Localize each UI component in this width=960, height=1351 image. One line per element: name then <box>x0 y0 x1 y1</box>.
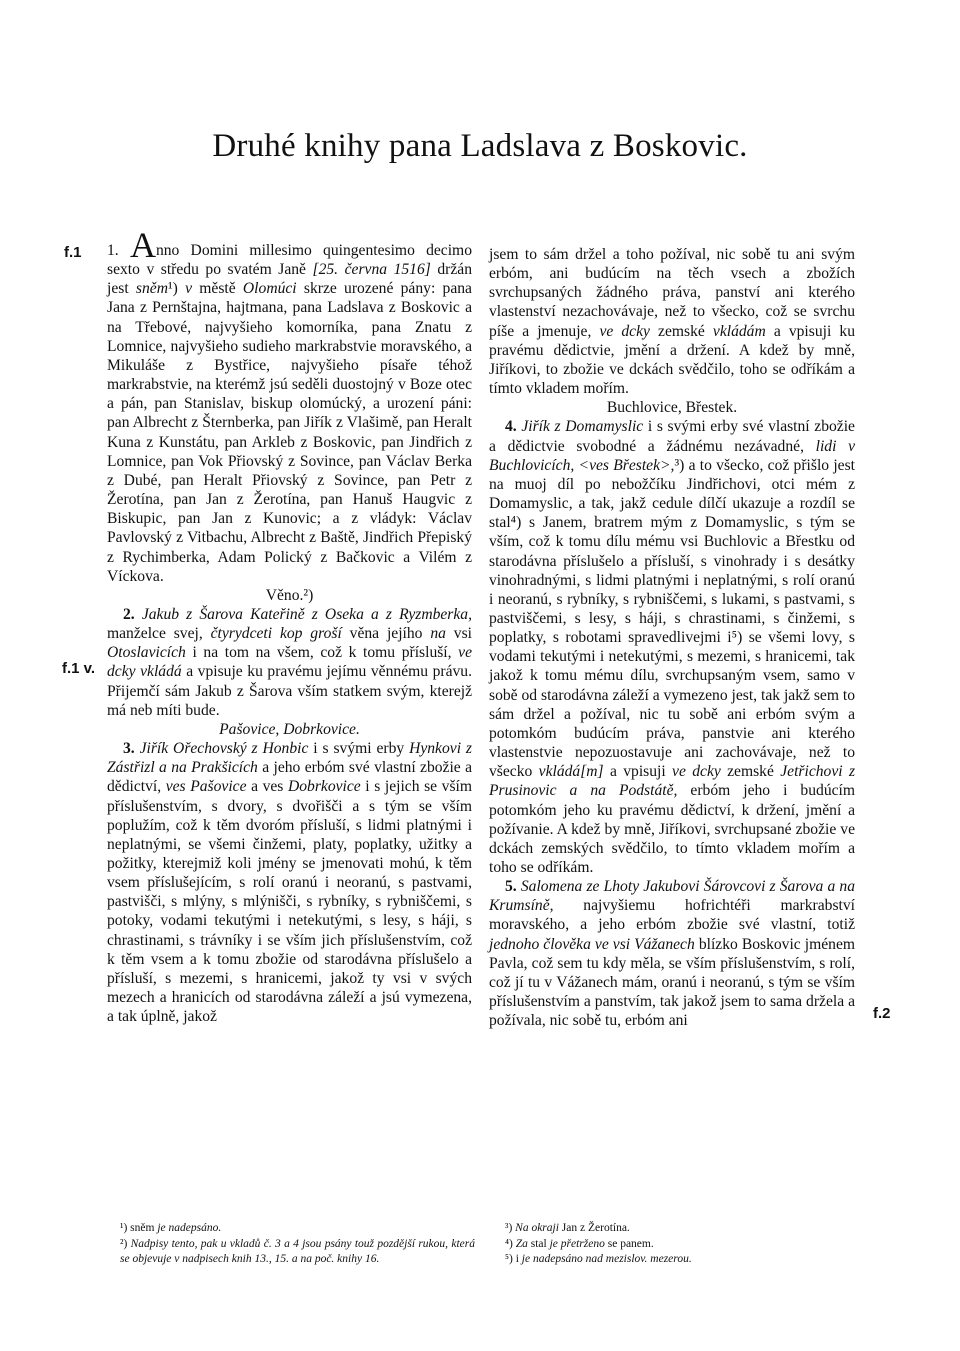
folio-marker-f1: f.1 <box>64 244 82 261</box>
heading-pasovice-text: Pašovice, Dobrkovice. <box>219 720 360 738</box>
footnote-1: ¹) sněm je nadepsáno. <box>120 1222 222 1234</box>
entry-1 <box>107 225 473 586</box>
left-text-column <box>107 225 473 1026</box>
right-text-column <box>489 245 855 1030</box>
folio-marker-f1v: f.1 v. <box>62 660 96 677</box>
entry-2: 2. Jakub z Šarova Kateřině z Oseka a z Ryzmberka, manželce svej, čtyrydceti kop groší věna jejího na vsi Otoslavicích i na tom na všem, což k tomu přísluší, ve dcky vkládá a vpisuje ku pravému jejímu věnnému právu. Přijemčí sám Jakub z Šarova vším statkem svým, kterejž má neb míti bude. <box>107 605 472 719</box>
footnotes-right <box>505 1221 855 1268</box>
page-title: Druhé knihy pana Ladslava z Boskovic. <box>212 128 748 164</box>
entry-1-text: nno Domini millesimo quingentesimo decimo sexto v středu po svatém Janě [25. června 1516] držán jest sněm¹) v městě Olomúci skrze urozené pány: pana Jana z Pernštajna, hajtmana, pana Ladslava z Boskovic a na Třebové, najvyšieho komorníka, pana Znatu z Lomnice, najvyšieho sudieho markrabstvie moravského, a Mikuláše z Bystřice, najvyšieho písaře téhož markrabstvie, na kterémž jsú seděli duostojný v Boze otec a pán, pan Stanislav, biskup olomúcký, a urození páni: pan Albrecht z Šternberka, pan Jiřík z Vlašimě, pan Heralt Kuna z Kunstátu, pan Arkleb z Boskovic, pan Jindřich z Lomnice, pan Vok Přiovský z Sovince, pan Václav Berka z Dubé, pan Heralt Přiovský z Sovince, pan Petr z Žerotína, pan Jan z Žerotína, pan Hanuš Haugvic z Biskupic, pan Jan z Kunovic; a z vládyk: Václav Pavlovský z Vitbachu, Albrecht z Baště, Jindřich Přepiský z Rychimberka, Adam Polický z Bačkovic a Vilém z Víckova. <box>107 242 473 585</box>
heading-pasovice <box>107 720 472 739</box>
entry-3: 3. Jiřík Ořechovský z Honbic i s svými erby Hynkovi z Zástřizl a na Prakšicích a jeho erbóm své vlastní zbožie a dědictví, ves Pašovice a ves Dobrkovice i s jejich se vším příslušenstvím, s dvory, s dvořišči a s tým se vším poplužím, což k těm dvoróm přísluší, s lidmi platnými i neplatnými, se všemi činžemi, platy, poplatky, užitky a požitky, kterejmiž koli jmény se jmenovati mohú, k těm vsem příslušejícím, s rolí oranú i neoranú, s pastvami, pastvišči, s mlýny, s mlýnišči, s rybníky, s rybniščemi, s potoky, vodami tekutými i netekutými, s lesy, s háji, s chrastinami, s trávníky i se vším jich příslušenstvím, což k těm vsem a k tomu zbožie od starodávna příslušelo a přísluší, s mezemi, s hranicemi, jakož ty vsi v svých mezech a hranicích od starodávna záleží a jsú vymezena, a tak úplně, jakož <box>107 740 473 1026</box>
footnote-3: ³) Na okraji Jan z Žerotína. <box>505 1222 630 1234</box>
footnote-2: ²) Nadpisy tento, pak u vkladů č. 3 a 4 jsou psány touž pozdější rukou, která se objevuje v nadpisech knih 13., 15. a na poč. knihy 16. <box>120 1237 475 1265</box>
entry-5: 5. Salomena ze Lhoty Jakubovi Šárovcovi z Šarova a na Krumsíně, najvyšiemu hofrichtéři markrabství moravského, a jeho erbóm zbožie své vlastní, totiž jednoho člověka ve vsi Vážanech blízko Boskovic jménem Pavla, což sem tu kdy měla, se vším příslušenstvím, s rolí, což jí tu v Vážanech mám, oranú i neoranú, s tým se vším příslušenstvím a panstvím, tak jakož jsem to sama držela a požívala, nic sobě tu, erbóm ani <box>489 878 856 1030</box>
continuation-text: jsem to sám držel a toho požíval, nic sobě tu ani svým erbóm, ani budúcím na těch vsech a zbožích svrchupsaných žádného práva, panství ani kterého vlastenství nezachovávaje, než to všecko, což se svrchu píše a jmenuje, ve dcky zemské vkládám a vpisuji ku pravému dědictvie, jmění a držení. A kdež by mně, Jiříkovi, to zbožie ve dckách svědčilo, toho se odříkám a tímto vkladem mořím. <box>489 246 855 398</box>
footnotes-left <box>120 1221 475 1268</box>
drop-cap: A <box>129 225 156 265</box>
heading-veno: Věno.²) <box>265 586 314 604</box>
folio-marker-f2: f.2 <box>873 1005 891 1022</box>
footnote-5: ⁵) i je nadepsáno nad mezislov. mezerou. <box>505 1253 692 1265</box>
entry-4: 4. Jiřík z Domamyslic i s svými erby své vlastní zbožie a dědictvie svobodné a žádnému nezávadné, lidi v Buchlovicích, <ves Břestek>,³) a to všecko, což přišlo jest na muoj díl po nebožčíku Jindřichovi, otci mém z Domamyslic, a tak, jakž cedule dílčí ukazuje a rozdíl se stal⁴) s Janem, bratrem mým z Domamyslic, s tým se vším, což k tomu dílu mému vsi Buchlovic a Břestku od starodávna příslušelo a přísluší, s vinohrady i s desátky vinohradnými, s lidmi platnými i neplatnými, s rolí oranú i neoranú, s rybníky, s rybniščemi, s lukami, s pastvami, s pastviščemi, s lesy, s háji, s chrastinami, s činžemi, s poplatky, s robotami spravedlivejmi i⁵) se všemi lovy, s vodami tekutými i netekutými, s mezemi, s hranicemi, tak jakož k tomu mému dílu, svrchupsaným vsem, samo v sobě od starodávna záleží a vymezeno jest, tak jakž sem to sám držel a požíval, nic tu sobě ani erbóm svým a potomkóm budúcím práva, panstvie ani kterého vlastenstvie nepozuostavuje ani zachovávaje, než to všecko vkládá[m] a vpisuji ve dcky zemské Jetřichovi z Prusinovic a na Podstátě, erbóm jeho i budúcím potomkóm jeho ku pravému dědictví, k držení, jmění a požívanie. A kdež by mně, Jiříkovi, svrchupsané zbožie ve dckách zemských svědčilo, to tímto vkladem mořím a toho se odříkám. <box>489 418 856 876</box>
footnote-4: ⁴) Za stal je přetrženo se panem. <box>505 1237 654 1250</box>
heading-buchlovice: Buchlovice, Břestek. <box>606 399 738 417</box>
entry-number: 1. <box>107 242 119 259</box>
